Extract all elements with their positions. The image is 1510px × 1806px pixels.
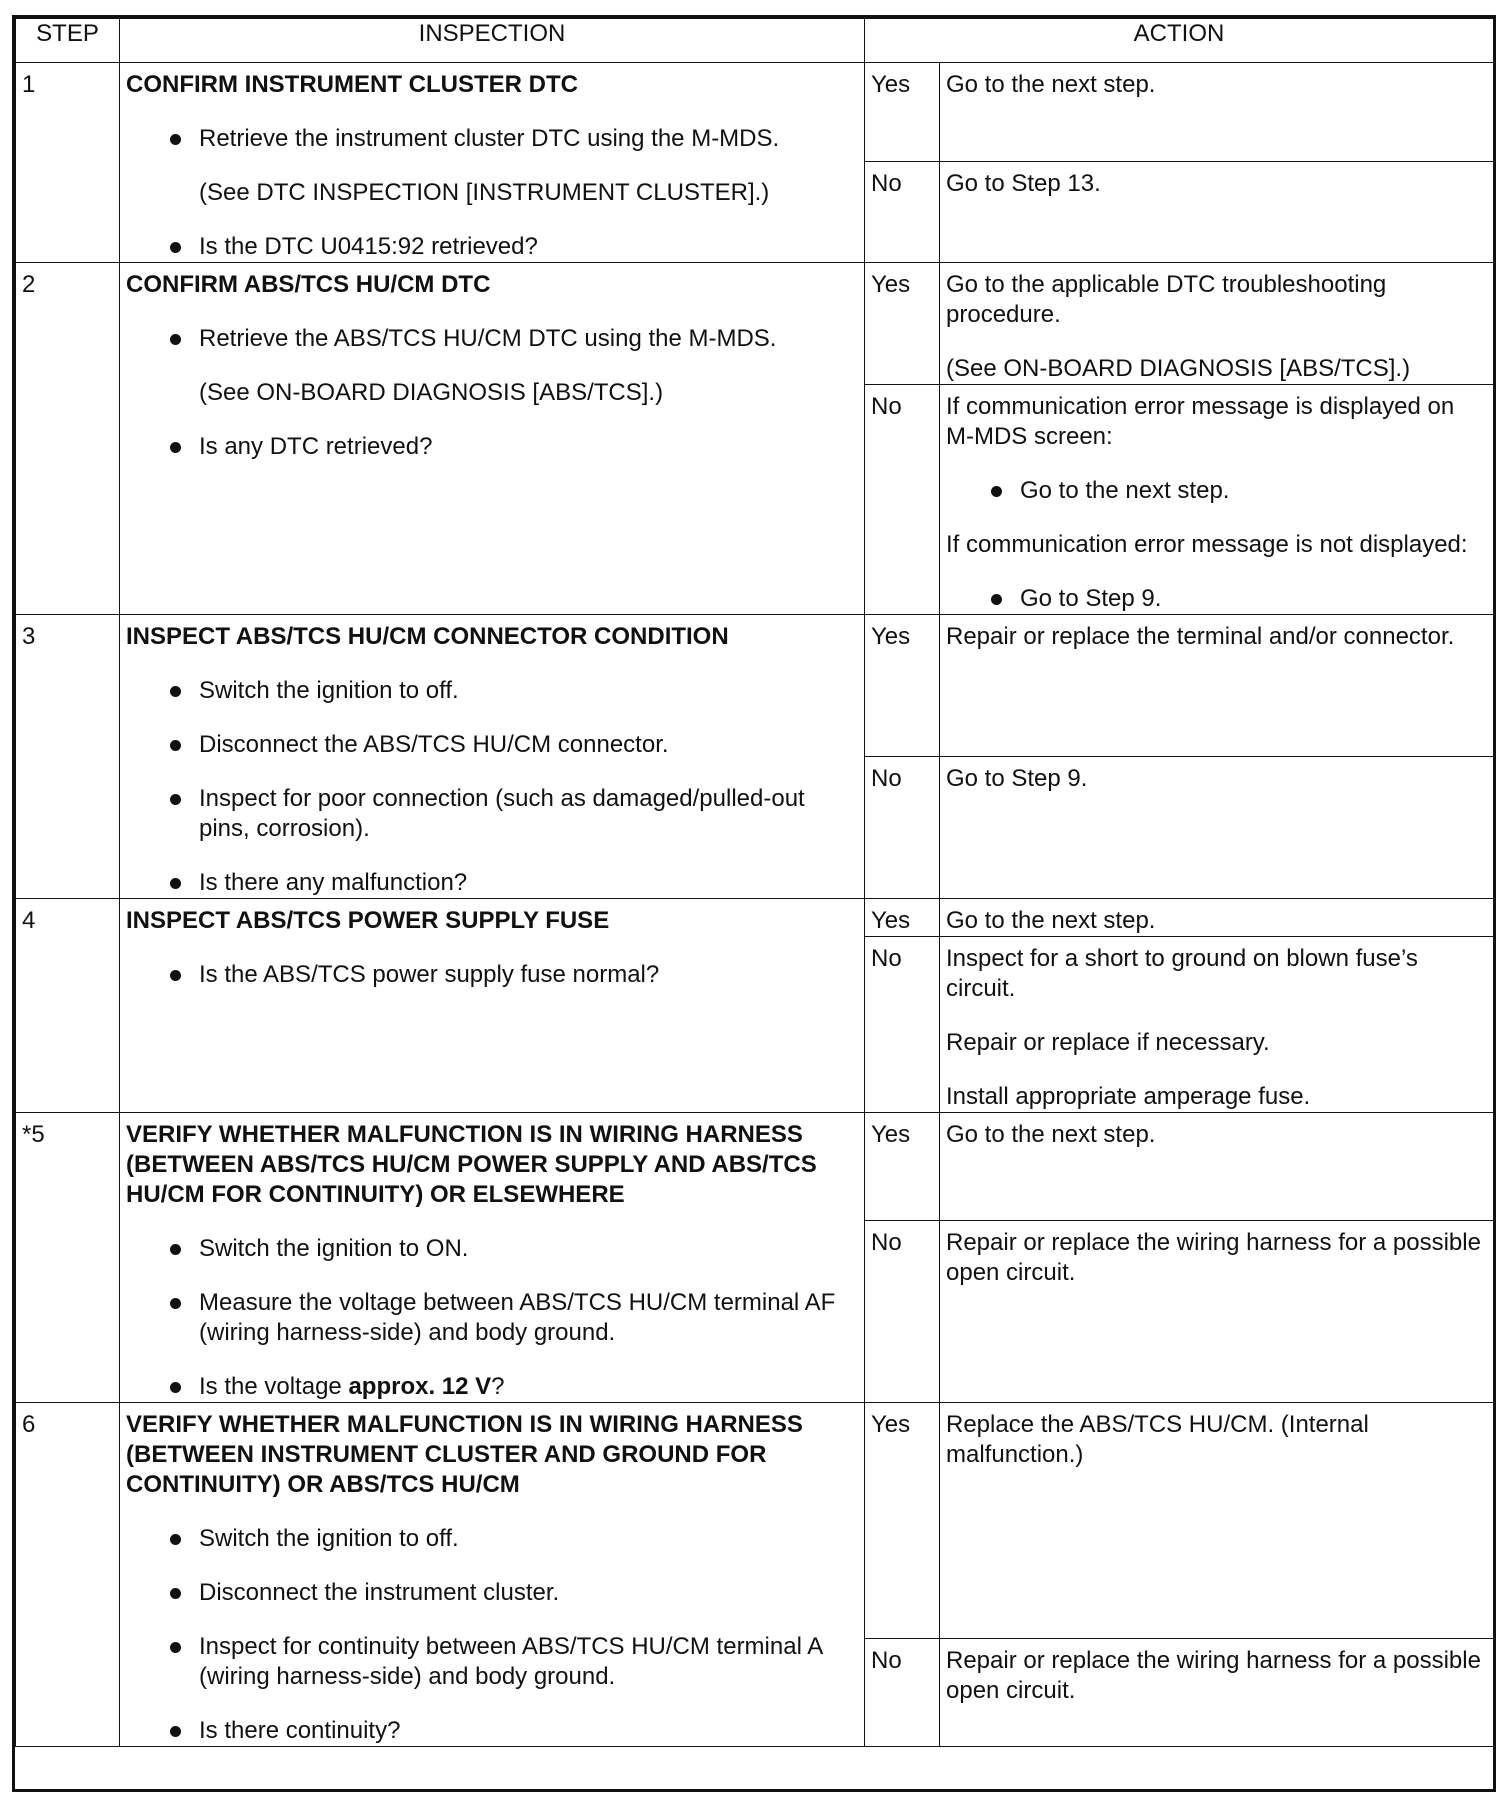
- yes-action-cell: [940, 899, 1494, 937]
- action-text: Repair or replace the wiring harness for a possible open circuit.: [946, 1228, 1481, 1286]
- inspection-bullet: [126, 1716, 856, 1746]
- inspection-bullet-text: Retrieve the instrument cluster DTC using the M-MDS.: [199, 125, 780, 152]
- inspection-bullet-text: Is the DTC U0415:92 retrieved?: [199, 233, 538, 260]
- action-text: Install appropriate amperage fuse.: [946, 1083, 1311, 1110]
- inspection-bullet: [126, 960, 856, 990]
- action-text: If communication error message is displayed on M-MDS screen:: [946, 393, 1455, 450]
- yes-label: Yes: [871, 623, 911, 650]
- step-title: VERIFY WHETHER MALFUNCTION IS IN WIRING HARNESS (BETWEEN INSTRUMENT CLUSTER AND GROUND FOR CONTINUITY) OR ABS/TCS HU/CM: [126, 1411, 803, 1498]
- no-action-cell: [940, 385, 1494, 615]
- action-content: [940, 615, 1493, 652]
- action-column-header: ACTION: [865, 19, 1494, 63]
- no-label-cell: [865, 385, 940, 615]
- action-text: Replace the ABS/TCS HU/CM. (Internal malfunction.): [946, 1411, 1369, 1468]
- inspection-bullet: [126, 1632, 856, 1692]
- action-bullet: [946, 476, 1485, 506]
- action-content: [940, 63, 1493, 100]
- inspection-column-header: INSPECTION: [120, 19, 865, 63]
- action-text: Repair or replace the wiring harness for a possible open circuit.: [946, 1646, 1481, 1704]
- step-number-cell: [16, 1113, 120, 1403]
- inspection-bullet-text: Switch the ignition to ON.: [199, 1235, 469, 1262]
- bullet-icon: [991, 594, 1002, 605]
- action-text: Inspect for a short to ground on blown fuse’s circuit.: [946, 945, 1418, 1002]
- inspection-content: [120, 263, 864, 462]
- inspection-bullet: [126, 1578, 856, 1608]
- inspection-spec-value: approx. 12 V: [348, 1373, 492, 1400]
- yes-action-cell: [940, 1403, 1494, 1639]
- action-text: Go to the next step.: [946, 71, 1156, 98]
- no-label-cell: [865, 1220, 940, 1402]
- inspection-bullet: [126, 1372, 856, 1402]
- inspection-bullet-text: Is the voltage: [199, 1373, 349, 1400]
- action-text: (See ON-BOARD DIAGNOSIS [ABS/TCS].): [946, 355, 1411, 382]
- bullet-icon: [170, 686, 181, 697]
- troubleshooting-document: [12, 15, 1496, 1792]
- bullet-icon: [170, 878, 181, 889]
- inspection-bullet: [126, 1524, 856, 1554]
- no-label-cell: [865, 757, 940, 899]
- yes-label-cell: [865, 899, 940, 937]
- bullet-icon: [170, 442, 181, 453]
- action-bullet: [946, 584, 1485, 614]
- inspection-content: [120, 63, 864, 262]
- step-number-cell: [16, 615, 120, 899]
- no-label: No: [871, 393, 902, 420]
- inspection-cell: [120, 263, 865, 615]
- step-number: 1: [22, 71, 36, 98]
- no-action-cell: [940, 1220, 1494, 1402]
- bullet-icon: [170, 740, 181, 751]
- step-title: CONFIRM ABS/TCS HU/CM DTC: [126, 271, 491, 298]
- no-label-cell: [865, 162, 940, 263]
- step-title: INSPECT ABS/TCS HU/CM CONNECTOR CONDITION: [126, 623, 729, 650]
- yes-label: Yes: [871, 1121, 911, 1148]
- no-label: No: [871, 765, 902, 792]
- inspection-note: (See ON-BOARD DIAGNOSIS [ABS/TCS].): [199, 379, 664, 406]
- inspection-bullet-text: Is there continuity?: [199, 1717, 401, 1744]
- bullet-icon: [170, 1534, 181, 1545]
- inspection-bullet-text: Disconnect the ABS/TCS HU/CM connector.: [199, 731, 669, 758]
- inspection-content: [120, 1403, 864, 1746]
- action-text: Repair or replace if necessary.: [946, 1029, 1270, 1056]
- action-content: [940, 385, 1493, 614]
- step-number-cell: [16, 899, 120, 1113]
- yes-label-cell: [865, 63, 940, 162]
- table-row: [16, 615, 1494, 757]
- inspection-bullet-text: Disconnect the instrument cluster.: [199, 1579, 560, 1606]
- action-content: [940, 1403, 1493, 1470]
- bullet-icon: [170, 1726, 181, 1737]
- step-number-cell: [16, 63, 120, 263]
- inspection-bullet-text: Is the ABS/TCS power supply fuse normal?: [199, 961, 660, 988]
- bullet-icon: [170, 1588, 181, 1599]
- inspection-bullet: [126, 730, 856, 760]
- yes-action-cell: [940, 615, 1494, 757]
- action-text: Repair or replace the terminal and/or connector.: [946, 623, 1455, 650]
- bullet-icon: [170, 242, 181, 253]
- yes-label: Yes: [871, 907, 911, 934]
- inspection-bullet: [126, 868, 856, 898]
- action-bullet-text: Go to Step 9.: [1020, 585, 1162, 612]
- action-content: [940, 937, 1493, 1112]
- inspection-content: [120, 1113, 864, 1402]
- table-row: [16, 263, 1494, 385]
- step-number: 6: [22, 1411, 36, 1438]
- action-bullet-text: Go to the next step.: [1020, 477, 1230, 504]
- table-row: [16, 899, 1494, 937]
- step-title: CONFIRM INSTRUMENT CLUSTER DTC: [126, 71, 578, 98]
- yes-label: Yes: [871, 1411, 911, 1438]
- bullet-icon: [170, 1298, 181, 1309]
- no-action-cell: [940, 937, 1494, 1113]
- inspection-cell: [120, 1403, 865, 1747]
- action-content: [940, 263, 1493, 384]
- inspection-bullet-text: Measure the voltage between ABS/TCS HU/CM terminal AF (wiring harness-side) and body ground.: [199, 1289, 836, 1346]
- inspection-bullet-text: Is there any malfunction?: [199, 869, 468, 896]
- inspection-note: (See DTC INSPECTION [INSTRUMENT CLUSTER].): [199, 179, 770, 206]
- yes-label-cell: [865, 1113, 940, 1221]
- step-column-header: STEP: [16, 19, 120, 63]
- inspection-bullet: [126, 1234, 856, 1264]
- table-row: [16, 63, 1494, 162]
- inspection-bullet: [126, 232, 856, 262]
- step-number: 4: [22, 907, 36, 934]
- yes-action-cell: [940, 63, 1494, 162]
- inspection-bullet: [126, 124, 856, 154]
- header-row: [16, 19, 1494, 63]
- inspection-bullet: [126, 784, 856, 844]
- action-content: [940, 1639, 1493, 1706]
- yes-label-cell: [865, 615, 940, 757]
- inspection-bullet-suffix: ?: [491, 1373, 505, 1400]
- step-number: 2: [22, 271, 36, 298]
- inspection-cell: [120, 1113, 865, 1403]
- step-number-cell: [16, 1403, 120, 1747]
- action-content: [940, 757, 1493, 794]
- bullet-icon: [170, 1382, 181, 1393]
- inspection-cell: [120, 899, 865, 1113]
- action-text: Go to the next step.: [946, 1121, 1156, 1148]
- bullet-icon: [170, 334, 181, 345]
- yes-action-cell: [940, 1113, 1494, 1221]
- table-row: [16, 1113, 1494, 1221]
- inspection-bullet-text: Inspect for continuity between ABS/TCS HU/CM terminal A (wiring harness-side) and body ground.: [199, 1633, 822, 1690]
- inspection-content: [120, 615, 864, 898]
- yes-label-cell: [865, 1403, 940, 1639]
- bullet-icon: [170, 970, 181, 981]
- no-label-cell: [865, 1638, 940, 1746]
- bullet-icon: [170, 1642, 181, 1653]
- yes-label: Yes: [871, 71, 911, 98]
- inspection-cell: [120, 63, 865, 263]
- yes-label: Yes: [871, 271, 911, 298]
- bullet-icon: [170, 794, 181, 805]
- no-label: No: [871, 945, 902, 972]
- action-text: If communication error message is not displayed:: [946, 531, 1468, 558]
- step-number: *5: [22, 1121, 45, 1148]
- inspection-bullet: [126, 676, 856, 706]
- table-body: [16, 63, 1494, 1747]
- action-text: Go to the applicable DTC troubleshooting procedure.: [946, 271, 1387, 328]
- action-content: [940, 1113, 1493, 1150]
- inspection-bullet: [126, 432, 856, 462]
- no-action-cell: [940, 1638, 1494, 1746]
- inspection-cell: [120, 615, 865, 899]
- inspection-content: [120, 899, 864, 990]
- table-row: [16, 1403, 1494, 1639]
- no-label: No: [871, 1646, 902, 1674]
- action-text: Go to the next step.: [946, 907, 1156, 934]
- action-text: Go to Step 13.: [946, 170, 1101, 198]
- step-title: VERIFY WHETHER MALFUNCTION IS IN WIRING HARNESS (BETWEEN ABS/TCS HU/CM POWER SUPPLY AND ABS/TCS HU/CM FOR CONTINUITY) OR ELSEWHERE: [126, 1121, 817, 1208]
- no-label: No: [871, 170, 902, 198]
- inspection-bullet-text: Switch the ignition to off.: [199, 1525, 459, 1552]
- inspection-table: [15, 18, 1494, 1747]
- step-number: 3: [22, 623, 36, 650]
- bullet-icon: [170, 134, 181, 145]
- inspection-bullet-text: Switch the ignition to off.: [199, 677, 459, 704]
- step-number-cell: [16, 263, 120, 615]
- action-content: [940, 162, 1493, 199]
- no-action-cell: [940, 757, 1494, 899]
- no-label: No: [871, 1228, 902, 1256]
- action-content: [940, 1221, 1493, 1288]
- action-text: Go to Step 9.: [946, 765, 1088, 792]
- bullet-icon: [170, 1244, 181, 1255]
- action-content: [940, 899, 1493, 936]
- no-action-cell: [940, 162, 1494, 263]
- inspection-bullet-text: Inspect for poor connection (such as damaged/pulled-out pins, corrosion).: [199, 785, 805, 842]
- inspection-bullet-text: Is any DTC retrieved?: [199, 433, 433, 460]
- no-label-cell: [865, 937, 940, 1113]
- yes-action-cell: [940, 263, 1494, 385]
- yes-label-cell: [865, 263, 940, 385]
- inspection-bullet-text: Retrieve the ABS/TCS HU/CM DTC using the M-MDS.: [199, 325, 777, 352]
- inspection-bullet: [126, 324, 856, 354]
- step-title: INSPECT ABS/TCS POWER SUPPLY FUSE: [126, 907, 610, 934]
- inspection-bullet: [126, 1288, 856, 1348]
- bullet-icon: [991, 486, 1002, 497]
